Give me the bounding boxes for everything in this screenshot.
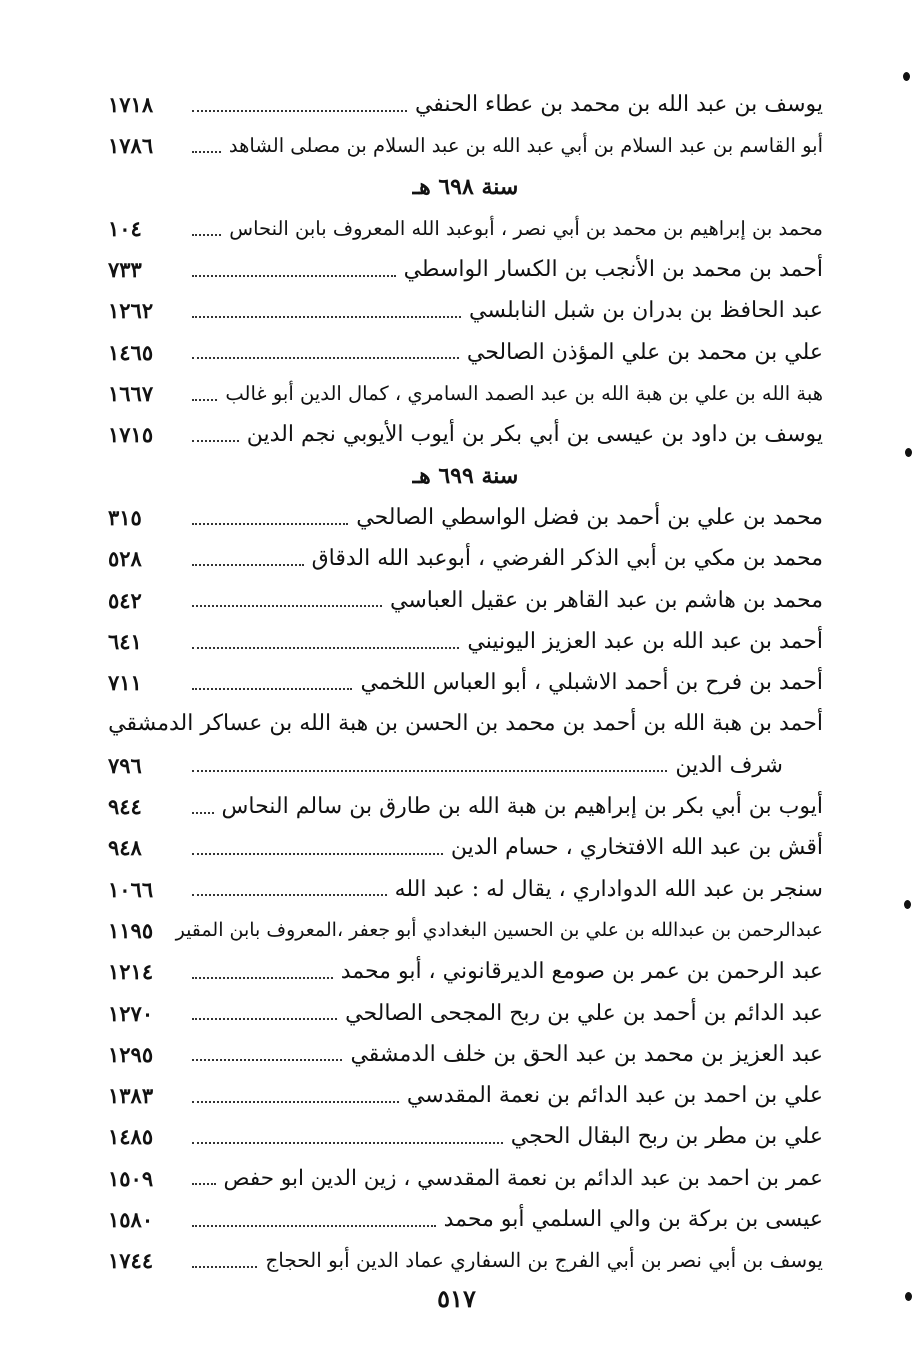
entry-number: ١٧١٥	[108, 422, 154, 448]
entry-name: أحمد بن هبة الله بن أحمد بن محمد بن الحسن بن هبة الله بن عساكر الدمشقي	[108, 711, 823, 737]
entry-number: ٥٤٢	[108, 587, 142, 613]
dot-leader	[192, 275, 396, 277]
index-entry	[108, 538, 823, 579]
entry-name: سنجر بن عبد الله الدواداري ، يقال له : عبد الله	[394, 876, 823, 902]
entry-number: ١٠٦٦	[108, 876, 154, 902]
index-entry	[108, 1240, 823, 1281]
entry-number: ١٢٩٥	[108, 1041, 154, 1067]
entry-number: ١٧١٨	[108, 92, 154, 117]
index-entry	[108, 290, 823, 331]
dot-leader	[192, 1018, 337, 1020]
entry-name: عبد الحافظ بن بدران بن شبل النابلسي	[469, 298, 823, 324]
index-entry	[108, 662, 823, 703]
entry-number: ١١٩٥	[108, 917, 154, 943]
entry-number: ١٣٨٣	[108, 1083, 154, 1109]
page-number: ٥١٧	[437, 1284, 476, 1313]
margin-mark	[905, 448, 912, 457]
dot-leader	[192, 151, 221, 153]
entry-name: أيوب بن أبي بكر بن إبراهيم بن هبة الله بن طارق بن سالم النحاس	[221, 794, 823, 820]
index-entry	[108, 951, 823, 992]
dot-leader	[192, 357, 459, 359]
entry-name: عمر بن احمد بن عبد الدائم بن نعمة المقدسي ، زين الدين ابو حفص	[223, 1165, 823, 1191]
entry-name: علي بن محمد بن علي المؤذن الصالحي	[466, 339, 823, 365]
dot-leader	[192, 688, 352, 690]
entry-name: محمد بن علي بن أحمد بن فضل الواسطي الصالحي	[356, 504, 823, 530]
index-entry	[108, 208, 823, 249]
entry-name: أحمد بن فرح بن أحمد الاشبلي ، أبو العباس اللخمي	[360, 670, 823, 696]
index-entry	[108, 84, 823, 125]
index-entry	[108, 621, 823, 662]
entry-name: عبدالرحمن بن عبدالله بن علي بن الحسين البغدادي أبو جعفر ،المعروف بابن المقير	[175, 918, 823, 941]
dot-leader	[192, 316, 461, 318]
dot-leader	[192, 770, 667, 772]
entry-name: هبة الله بن علي بن هبة الله بن عبد الصمد السامري ، كمال الدين أبو غالب	[225, 382, 823, 406]
entry-name: يوسف بن عبد الله بن محمد بن عطاء الحنفي	[414, 92, 823, 117]
entry-number: ١٦٦٧	[108, 381, 154, 407]
index-entry	[108, 1116, 823, 1157]
dot-leader	[192, 853, 443, 855]
entry-name: أقش بن عبد الله الافتخاري ، حسام الدين	[450, 835, 823, 861]
index-entry	[108, 910, 823, 951]
entry-name: علي بن احمد بن عبد الدائم بن نعمة المقدسي	[406, 1083, 823, 1109]
entry-number: ١٧٨٦	[108, 133, 154, 159]
dot-leader	[192, 1266, 257, 1268]
dot-leader	[192, 523, 348, 525]
entry-name: أحمد بن عبد الله بن عبد العزيز اليونيني	[467, 628, 823, 654]
index-entry	[108, 869, 823, 910]
dot-leader	[192, 647, 459, 649]
dot-leader	[192, 977, 333, 979]
index-entry	[108, 580, 823, 621]
index-entry	[108, 1075, 823, 1116]
entry-number: ١٤٦٥	[108, 339, 154, 365]
index-entry	[108, 703, 823, 744]
index-entry	[108, 786, 823, 827]
dot-leader	[192, 564, 304, 566]
index-entry	[108, 993, 823, 1034]
index-entry	[108, 332, 823, 373]
entry-name: عيسى بن بركة بن والي السلمي أبو محمد	[443, 1207, 823, 1233]
entry-name: عبد الرحمن بن عمر بن صومع الديرقانوني ، أبو محمد	[340, 959, 823, 985]
index-entry	[108, 249, 823, 290]
year-heading: سنة ٦٩٨ هـ	[412, 173, 519, 200]
entry-number: ١٢٦٢	[108, 298, 154, 324]
index-entry	[108, 1199, 823, 1240]
dot-leader	[192, 812, 214, 814]
entry-number: ١٢٧٠	[108, 1000, 154, 1026]
entry-number: ٧٩٦	[108, 752, 142, 778]
entry-name: عبد العزيز بن محمد بن عبد الحق بن خلف الدمشقي	[350, 1041, 823, 1067]
dot-leader	[192, 1225, 436, 1227]
index-entry	[108, 497, 823, 538]
index-entry	[108, 125, 823, 166]
dot-leader	[192, 1183, 216, 1185]
margin-mark	[905, 1292, 912, 1301]
entry-name: يوسف بن داود بن عيسى بن أبي بكر بن أيوب الأيوبي نجم الدين	[246, 422, 823, 448]
entry-name: محمد بن هاشم بن عبد القاهر بن عقيل العباسي	[390, 587, 823, 613]
margin-mark	[903, 72, 910, 81]
index-entry	[108, 414, 823, 455]
dot-leader	[192, 1101, 399, 1103]
index-entry	[108, 373, 823, 414]
entry-number: ١٧٤٤	[108, 1248, 154, 1274]
dot-leader	[192, 1059, 342, 1061]
entry-number: ٩٤٤	[108, 794, 142, 820]
entry-name: شرف الدين	[675, 752, 783, 778]
margin-mark	[904, 900, 911, 909]
entry-number: ٩٤٨	[108, 835, 142, 861]
dot-leader	[192, 110, 407, 112]
entry-name: أحمد بن محمد بن الأنجب بن الكسار الواسطي	[403, 257, 823, 283]
entry-number: ١٠٤	[108, 215, 142, 241]
dot-leader	[192, 234, 221, 236]
entry-number: ١٢١٤	[108, 959, 154, 985]
index-entry	[108, 1034, 823, 1075]
entry-number: ١٥٨٠	[108, 1207, 154, 1233]
index-page	[108, 84, 823, 1282]
entry-name: محمد بن مكي بن أبي الذكر الفرضي ، أبوعبد الله الدقاق	[311, 546, 823, 572]
entry-name: علي بن مطر بن ربح البقال الحجي	[510, 1124, 823, 1150]
entry-name: عبد الدائم بن أحمد بن علي بن ربح المجحى الصالحي	[345, 1000, 823, 1026]
entry-number: ١٥٠٩	[108, 1165, 154, 1191]
index-entry	[108, 745, 823, 786]
year-heading: سنة ٦٩٩ هـ	[412, 462, 519, 489]
entry-number: ١٤٨٥	[108, 1124, 154, 1150]
entry-name: يوسف بن أبي نصر بن أبي الفرج بن السفاري عماد الدين أبو الحجاج	[265, 1248, 823, 1273]
entry-number: ٥٢٨	[108, 546, 142, 572]
entry-name: محمد بن إبراهيم بن محمد بن أبي نصر ، أبوعبد الله المعروف بابن النحاس	[229, 216, 823, 240]
dot-leader	[192, 440, 239, 442]
dot-leader	[192, 1142, 503, 1144]
dot-leader	[192, 894, 387, 896]
entry-number: ٧٣٣	[108, 257, 142, 283]
entry-name: أبو القاسم بن عبد السلام بن أبي عبد الله بن عبد السلام بن مصلى الشاهد	[228, 134, 823, 158]
index-entry	[108, 827, 823, 868]
dot-leader	[192, 605, 382, 607]
entry-number: ٧١١	[108, 670, 142, 696]
entry-number: ٦٤١	[108, 628, 142, 654]
dot-leader	[192, 399, 217, 401]
index-entry	[108, 1158, 823, 1199]
entry-number: ٣١٥	[108, 504, 142, 530]
